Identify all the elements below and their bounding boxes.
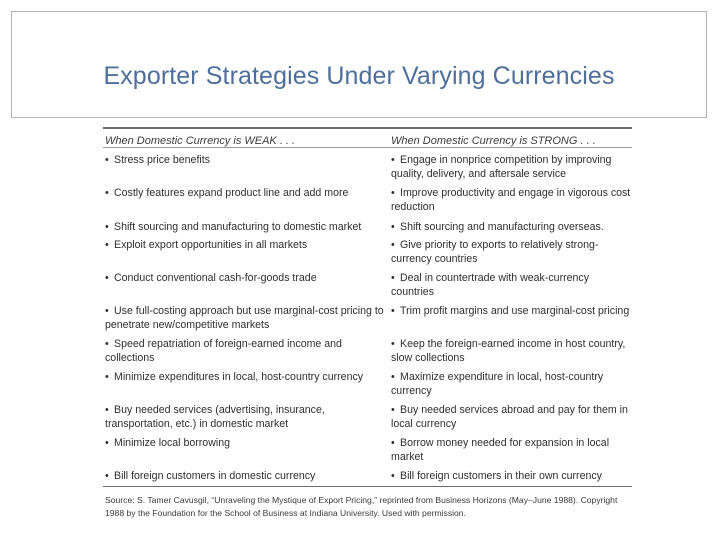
- table-top-rule: [103, 127, 632, 129]
- bullet-icon: •: [391, 154, 395, 166]
- strong-strategy-item: • Improve productivity and engage in vigorous cost reduction: [391, 187, 631, 213]
- bullet-icon: •: [105, 371, 109, 383]
- bullet-icon: •: [105, 221, 109, 233]
- title-box: [11, 11, 707, 118]
- strong-strategy-item: • Engage in nonprice competition by improving quality, delivery, and aftersale service: [391, 154, 612, 180]
- bullet-icon: •: [391, 437, 395, 449]
- bullet-icon: •: [105, 437, 109, 449]
- strong-strategy-item: • Maximize expenditure in local, host-country currency: [391, 371, 604, 397]
- bullet-icon: •: [391, 221, 395, 233]
- slide-title: Exporter Strategies Under Varying Currencies: [103, 62, 615, 90]
- bullet-icon: •: [105, 305, 109, 317]
- table-header-rule: [103, 147, 632, 148]
- bullet-icon: •: [391, 272, 395, 284]
- strong-strategy-item: • Trim profit margins and use marginal-cost pricing: [391, 305, 630, 317]
- weak-strategy-item: • Costly features expand product line and add more: [105, 187, 349, 199]
- bullet-icon: •: [391, 404, 395, 416]
- source-citation: Source: S. Tamer Cavusgil, “Unraveling the Mystique of Export Pricing,” reprinted from Business Horizons (May–June 1988). Copyright 1988 by the Foundation for the School of Business at Indiana University. Used with permission.: [105, 495, 618, 518]
- weak-strategy-item: • Shift sourcing and manufacturing to domestic market: [105, 221, 362, 233]
- weak-strategy-item: • Minimize local borrowing: [105, 437, 230, 449]
- weak-strategy-item: • Exploit export opportunities in all markets: [105, 239, 308, 251]
- weak-strategy-item: • Stress price benefits: [105, 154, 210, 166]
- bullet-icon: •: [391, 338, 395, 350]
- weak-strategy-item: • Use full-costing approach but use marginal-cost pricing to penetrate new/competitive markets: [105, 305, 384, 331]
- weak-strategy-item: • Minimize expenditures in local, host-country currency: [105, 371, 364, 383]
- header-weak-currency: When Domestic Currency is WEAK . . .: [105, 135, 296, 147]
- weak-strategy-item: • Buy needed services (advertising, insurance, transportation, etc.) in domestic market: [105, 404, 325, 430]
- bullet-icon: •: [391, 470, 395, 482]
- bullet-icon: •: [391, 239, 395, 251]
- bullet-icon: •: [391, 371, 395, 383]
- bullet-icon: •: [105, 187, 109, 199]
- strong-strategy-item: • Bill foreign customers in their own currency: [391, 470, 602, 482]
- table-bottom-rule: [103, 486, 632, 487]
- bullet-icon: •: [105, 470, 109, 482]
- bullet-icon: •: [105, 272, 109, 284]
- strong-strategy-item: • Shift sourcing and manufacturing overseas.: [391, 221, 604, 233]
- bullet-icon: •: [391, 187, 395, 199]
- strong-strategy-item: • Keep the foreign-earned income in host country, slow collections: [391, 338, 626, 364]
- strong-strategy-item: • Deal in countertrade with weak-currency countries: [391, 272, 590, 298]
- bullet-icon: •: [105, 404, 109, 416]
- bullet-icon: •: [391, 305, 395, 317]
- weak-strategy-item: • Conduct conventional cash-for-goods trade: [105, 272, 317, 284]
- bullet-icon: •: [105, 154, 109, 166]
- weak-strategy-item: • Bill foreign customers in domestic currency: [105, 470, 316, 482]
- strong-strategy-item: • Give priority to exports to relatively strong-currency countries: [391, 239, 599, 265]
- header-strong-currency: When Domestic Currency is STRONG . . .: [391, 135, 596, 147]
- weak-strategy-item: • Speed repatriation of foreign-earned income and collections: [105, 338, 342, 364]
- strong-strategy-item: • Borrow money needed for expansion in local market: [391, 437, 610, 463]
- bullet-icon: •: [105, 239, 109, 251]
- strong-strategy-item: • Buy needed services abroad and pay for them in local currency: [391, 404, 628, 430]
- bullet-icon: •: [105, 338, 109, 350]
